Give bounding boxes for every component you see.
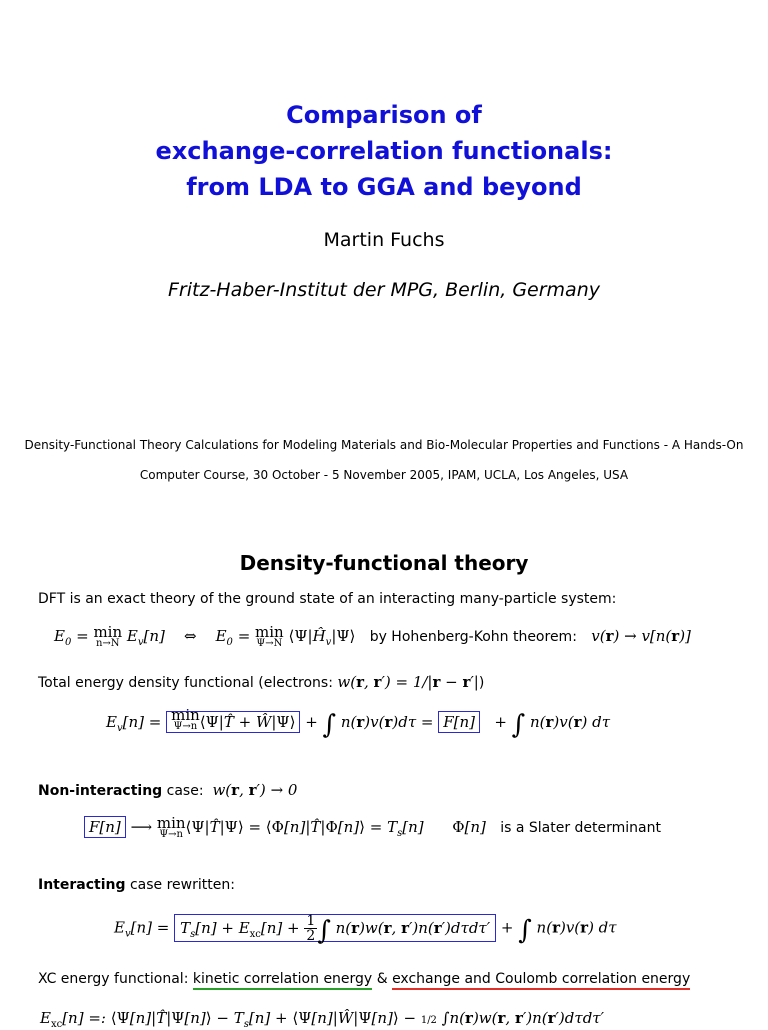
conference-line-1: Density-Functional Theory Calculations for Modeling Materials and Bio-Molecular Properties and Functions - A Hands-On [24,438,744,452]
total-energy-label: Total energy density functional (electrons: [38,675,333,691]
boxed-min-term: min Ψ→n ⟨Ψ|T̂ + Ŵ|Ψ⟩ [166,711,300,733]
equation-ground-state: $E_0 = \min$ n→N $E_v[n]$ ⇔ $E_0 = \min$ Ψ→N $⟨\Psi|Ĥ_v|\Psi⟩$ by Hohenberg-Kohn theorem: v(r) → v[n(r)] [54,623,691,649]
equation-xc-functional: $E_{xc}[n]$ =: ⟨Ψ[n]|T̂|Ψ[n]⟩ − $T_s[n]$ + ⟨Ψ[n]|Ŵ|Ψ[n]⟩ − 1/2 ∫n(r)w(r, r′)n(r′)dτdτ′ [40,1009,604,1030]
interacting-bold: Interacting [38,877,126,893]
section-title: Density-functional theory [239,551,529,575]
exchange-coulomb-label: exchange and Coulomb correlation energy [392,971,690,990]
title-line-3: from LDA to GGA and beyond [186,173,582,201]
boxed-F-term-2: F[n] [84,816,126,838]
kinetic-correlation-label: kinetic correlation energy [193,971,372,990]
interacting-rest: case rewritten: [125,877,235,893]
total-energy-close: ) [478,675,485,691]
conference-info [0,430,768,490]
boxed-F-term: F[n] [438,711,480,733]
paper-title [0,97,768,205]
slater-label: is a Slater determinant [500,820,661,836]
equation-interacting: $E_v[n] = T_s[n] + E_{xc}[n]$ + $\frac{1}{2}$ ∫ n(r)w(r, r′)n(r′)dτdτ′ + ∫ n(r)v(r) dτ [114,913,617,946]
noninteracting-rest: case: [162,783,204,799]
title-line-1: Comparison of [286,101,482,129]
author-name: Martin Fuchs [323,229,445,251]
total-energy-text: Total energy density functional (electrons: w(r, r′) = 1/|r − r′|) [38,673,485,691]
xc-energy-text [38,971,690,987]
xc-label: XC energy functional: [38,971,189,987]
boxed-interacting-term: $T_s[n] + E_{xc}[n]$ + $\frac{1}{2}$ ∫ n(r)w(r, r′)n(r′)dτdτ′ [174,914,496,942]
institute: Fritz-Haber-Institut der MPG, Berlin, Germany [168,279,600,301]
interacting-text [38,877,235,893]
noninteracting-bold: Non-interacting [38,783,163,799]
dft-intro-text: DFT is an exact theory of the ground state of an interacting many-particle system: [38,591,617,607]
equation-energy-functional: $E_v[n] = \min$ Ψ→n ⟨Ψ|T̂ + Ŵ|Ψ⟩ + ∫ n(r)v(r)dτ = F[n] + ∫ n(r)v(r) dτ [106,706,611,740]
hk-label: by Hohenberg-Kohn theorem: [369,629,577,645]
equation-noninteracting: F[n] ⟶ min Ψ→n ⟨Ψ|T̂|Ψ⟩ = ⟨Φ[n]|T̂|Φ[n]⟩ = $T_s[n]$ Φ[n] is a Slater determinant [84,818,661,840]
title-line-2: exchange-correlation functionals: [155,137,613,165]
noninteracting-text: Non-interacting case: w(r, r′) → 0 [38,781,298,799]
conference-line-2: Computer Course, 30 October - 5 November 2005, IPAM, UCLA, Los Angeles, USA [139,468,629,482]
ampersand: & [376,971,388,987]
